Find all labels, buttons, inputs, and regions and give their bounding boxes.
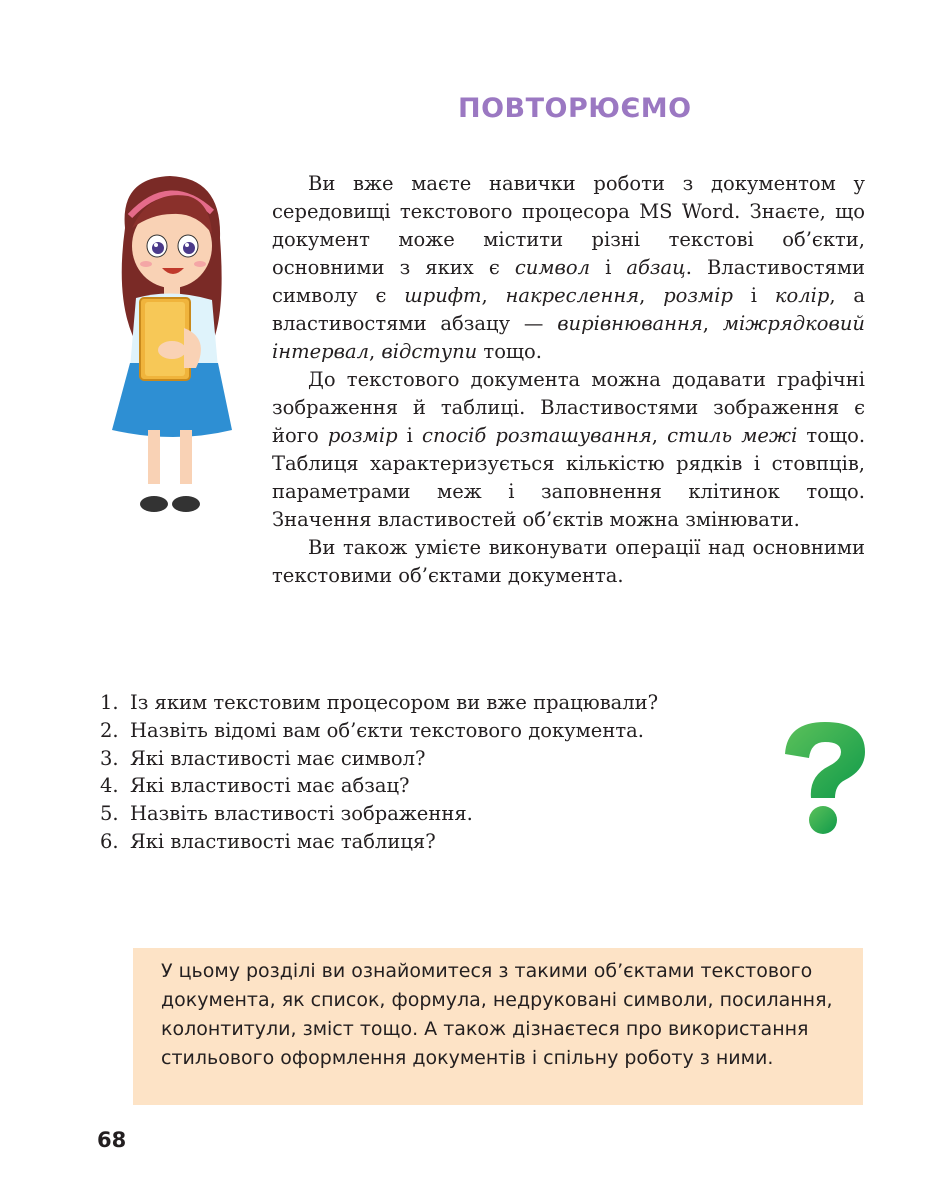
question-item: 1. Із яким текстовим процесором ви вже працювали? — [100, 691, 659, 714]
question-item: 3. Які властивості має символ? — [100, 746, 426, 770]
section-heading: ПОВТОРЮЄМО — [458, 93, 692, 124]
question-item: 2. Назвіть відомі вам об’єкти текстового документа. — [100, 718, 644, 742]
intro-paragraph-3: Ви також умієте виконувати операції над основними текстовими об’єктами документа. — [272, 536, 865, 587]
questions-list — [100, 689, 760, 856]
question-item: 6. Які властивості має таблиця? — [100, 829, 436, 853]
intro-paragraph-1: Ви вже маєте навички роботи з документом у середовищі текстового процесора MS Word. Знаєте, що документ може містити різні текстові об’єкти, основними з яких є символ і абзац. Властивостями символу є шрифт, накреслення, розмір і колір, а властивостями абзацу — вирівнювання, міжрядковий інтервал, відступи тощо. — [272, 172, 866, 363]
intro-text — [272, 170, 865, 590]
question-item: 4. Які властивості має абзац? — [100, 774, 410, 798]
page-number: 68 — [97, 1128, 127, 1152]
green-question-mark-icon — [781, 718, 869, 838]
intro-paragraph-2: До текстового документа можна додавати графічні зображення й таблиці. Властивостями зображення є його розмір і спосіб розташування, стиль межі тощо. Таблиця характеризується кількістю рядків і стовпців, параметрами меж і заповнення клітинок тощо. Значення властивостей об’єктів можна змінювати. — [272, 368, 866, 531]
girl-with-books-illustration — [100, 168, 240, 520]
question-item: 5. Назвіть властивості зображення. — [100, 802, 473, 826]
info-box: У цьому розділі ви ознайомитеся з такими об’єктами текстового документа, як список, формула, недруковані символи, посилання, колонтитули, зміст тощо. А також дізнаєтеся про використання стильового оформлення документів і спільну роботу з ними. — [133, 948, 863, 1105]
